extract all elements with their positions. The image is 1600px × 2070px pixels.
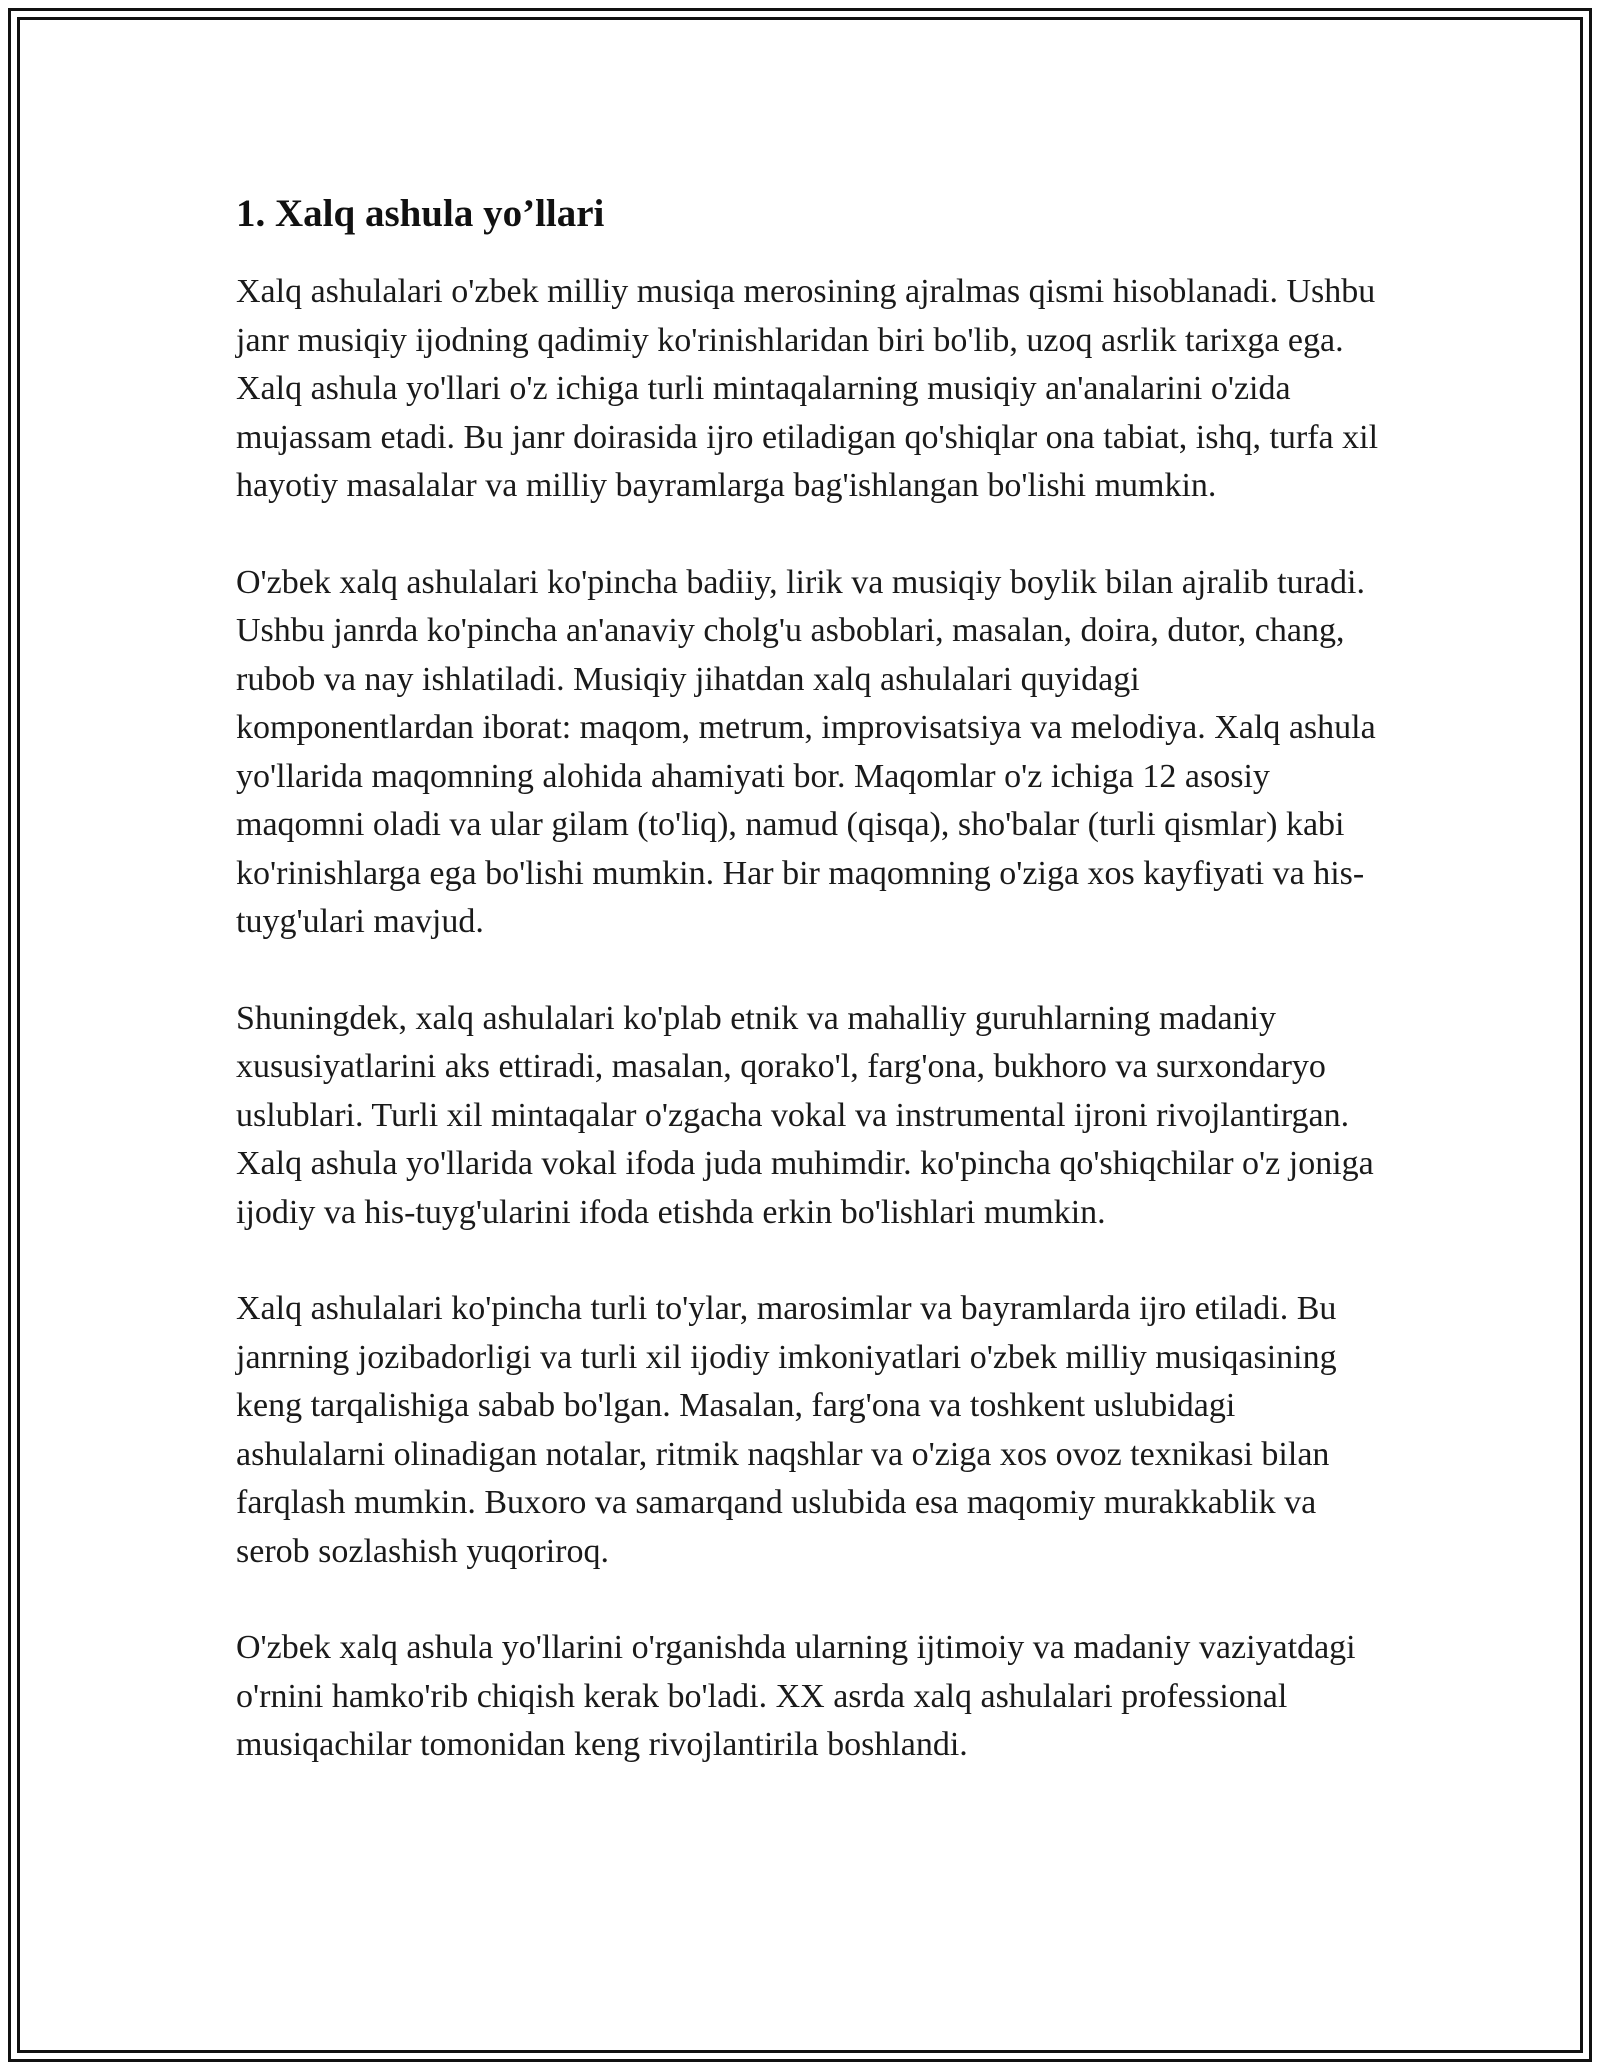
paragraph-3: Shuningdek, xalq ashulalari ko'plab etnik va mahalliy guruhlarning madaniy xususiyatlarini aks ettiradi, masalan, qorako'l, farg'ona, bukhoro va surxondaryo uslublari. Turli xil mintaqalar o'zgacha vokal va instrumental ijroni rivojlantirgan. Xalq ashula yo'llarida vokal ifoda juda muhimdir. ko'pincha qo'shiqchilar o'z joniga ijodiy va his-tuyg'ularini ifoda etishda erkin bo'lishlari mumkin. [236, 999, 1374, 1231]
paragraph-2: O'zbek xalq ashulalari ko'pincha badiiy, lirik va musiqiy boylik bilan ajralib turadi. Ushbu janrda ko'pincha an'anaviy cholg'u asboblari, masalan, doira, dutor, chang, rubob va nay ishlatiladi. Musiqiy jihatdan xalq ashulalari quyidagi komponentlardan iborat: maqom, metrum, improvisatsiya va melodiya. Xalq ashula yo'llarida maqomning alohida ahamiyati bor. Maqomlar o'z ichiga 12 asosiy maqomni oladi va ular gilam (to'liq), namud (qisqa), sho'balar (turli qismlar) kabi ko'rinishlarga ega bo'lishi mumkin. Har bir maqomning o'ziga xos kayfiyati va his-tuyg'ulari mavjud. [236, 563, 1376, 940]
paragraph-4: Xalq ashulalari ko'pincha turli to'ylar, marosimlar va bayramlarda ijro etiladi. Bu janrning jozibadorligi va turli xil ijodiy imkoniyatlari o'zbek milliy musiqasining keng tarqalishiga sabab bo'lgan. Masalan, farg'ona va toshkent uslubidagi ashulalarni olinadigan notalar, ritmik naqshlar va o'ziga xos ovoz texnikasi bilan farqlash mumkin. Buxoro va samarqand uslubida esa maqomiy murakkablik va serob sozlashish yuqoriroq. [236, 1290, 1337, 1570]
paragraph-1: Xalq ashulalari o'zbek milliy musiqa merosining ajralmas qismi hisoblanadi. Ushbu janr musiqiy ijodning qadimiy ko'rinishlaridan biri bo'lib, uzoq asrlik tarixga ega. Xalq ashula yo'llari o'z ichiga turli mintaqalarning musiqiy an'analarini o'zida mujassam etadi. Bu janr doirasida ijro etiladigan qo'shiqlar ona tabiat, ishq, turfa xil hayotiy masalalar va milliy bayramlarga bag'ishlangan bo'lishi mumkin. [236, 273, 1379, 504]
section-heading: 1. Xalq ashula yo’llari [236, 192, 605, 235]
paragraph-5: O'zbek xalq ashula yo'llarini o'rganishda ularning ijtimoiy va madaniy vaziyatdagi o'rnini hamko'rib chiqish kerak bo'ladi. XX asrda xalq ashulalari professional musiqachilar tomonidan keng rivojlantirila boshlandi. [236, 1629, 1356, 1763]
document-body [236, 186, 1386, 1818]
